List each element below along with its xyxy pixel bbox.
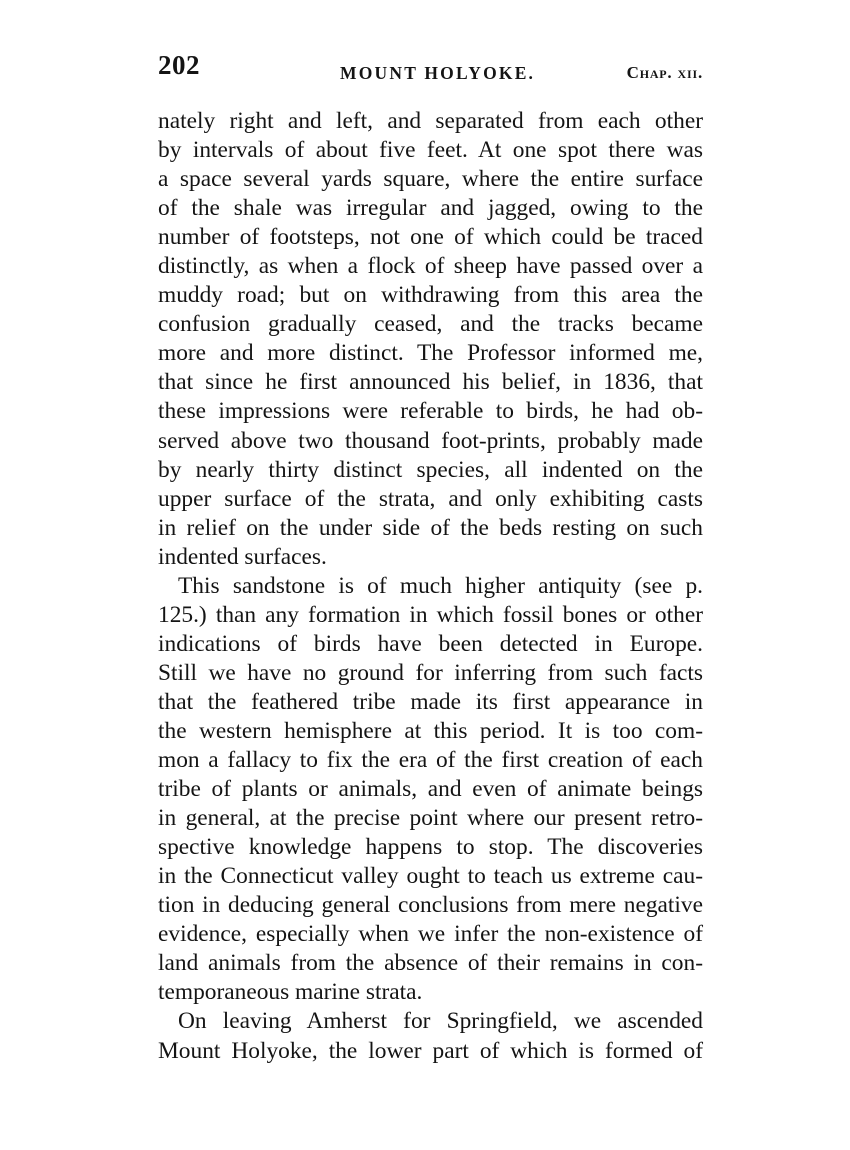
- text-line: distinctly, as when a flock of sheep have passed over a: [158, 253, 703, 280]
- text-line: these impressions were referable to birds, he had ob-: [158, 398, 703, 425]
- paragraph: [158, 1007, 703, 1065]
- text-line: land animals from the absence of their remains in con-: [158, 950, 703, 977]
- text-line: spective knowledge happens to stop. The discoveries: [158, 834, 703, 861]
- text-line: by nearly thirty distinct species, all indented on the: [158, 456, 703, 483]
- text-line: temporaneous marine strata.: [158, 979, 423, 1006]
- text-line: upper surface of the strata, and only exhibiting casts: [158, 485, 703, 512]
- text-line: the western hemisphere at this period. It is too com-: [158, 717, 703, 744]
- text-line: Still we have no ground for inferring from such facts: [158, 659, 703, 686]
- text-line: in general, at the precise point where our present retro-: [158, 805, 703, 832]
- chapter-label: Chap. xii.: [626, 63, 703, 82]
- text-line: a space several yards square, where the entire surface: [158, 166, 703, 193]
- body-text: [158, 107, 703, 1066]
- text-line: evidence, especially when we infer the non-existence of: [158, 921, 703, 948]
- text-line: of the shale was irregular and jagged, owing to the: [158, 195, 703, 222]
- paragraph: [158, 107, 703, 572]
- text-line: indented surfaces.: [158, 543, 327, 570]
- text-line: This sandstone is of much higher antiquity (see p.: [178, 572, 703, 599]
- text-line: nately right and left, and separated from each other: [158, 108, 703, 134]
- text-line: Mount Holyoke, the lower part of which is formed of: [158, 1037, 703, 1064]
- text-line: number of footsteps, not one of which could be traced: [158, 224, 703, 251]
- page-number: 202: [158, 50, 200, 80]
- text-line: indications of birds have been detected in Europe.: [158, 630, 703, 657]
- text-line: tribe of plants or animals, and even of animate beings: [158, 776, 703, 803]
- text-line: in the Connecticut valley ought to teach us extreme cau-: [158, 863, 703, 890]
- text-line: more and more distinct. The Professor informed me,: [158, 340, 703, 367]
- text-line: mon a fallacy to fix the era of the first creation of each: [158, 747, 703, 774]
- text-line: confusion gradually ceased, and the tracks became: [158, 311, 703, 338]
- running-title: MOUNT HOLYOKE.: [340, 63, 536, 83]
- text-line: muddy road; but on withdrawing from this area the: [158, 282, 703, 309]
- text-line: that since he first announced his belief, in 1836, that: [158, 369, 703, 396]
- text-line: 125.) than any formation in which fossil bones or other: [158, 601, 703, 628]
- page-header: [158, 50, 703, 90]
- text-line: in relief on the under side of the beds resting on such: [158, 514, 703, 541]
- paragraph: [158, 572, 703, 1008]
- text-line: that the feathered tribe made its first appearance in: [158, 688, 703, 715]
- text-line: by intervals of about five feet. At one spot there was: [158, 137, 703, 164]
- text-line: tion in deducing general conclusions from mere negative: [158, 892, 703, 919]
- text-line: On leaving Amherst for Springfield, we ascended: [178, 1008, 703, 1035]
- text-line: served above two thousand foot-prints, probably made: [158, 427, 703, 454]
